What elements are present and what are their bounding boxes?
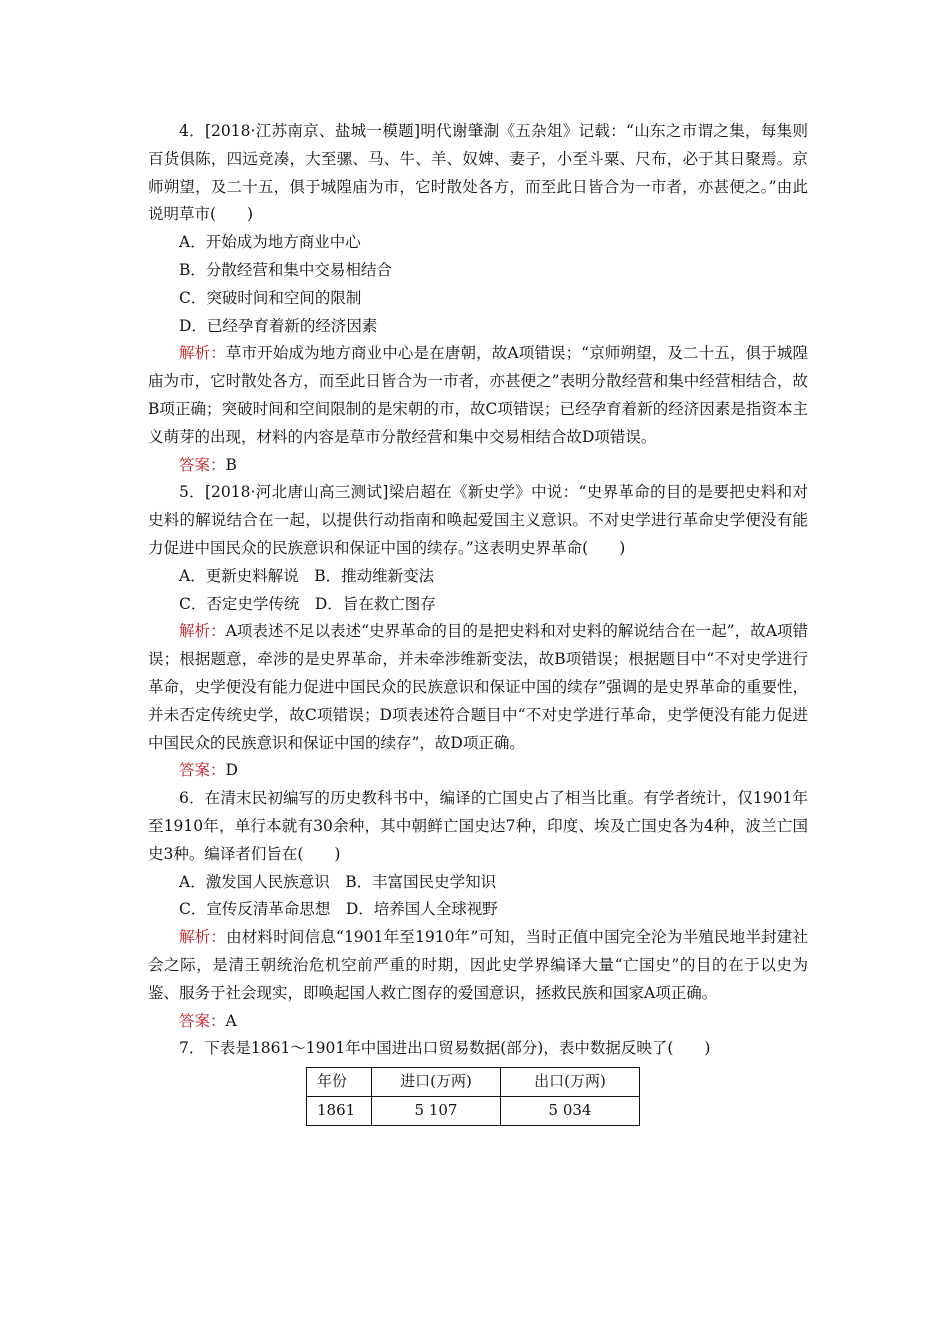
question-4-option-a: A．开始成为地方商业中心 xyxy=(179,233,361,252)
question-5-options-ab: A．更新史料解说 B．推动维新变法 xyxy=(179,566,435,585)
table-row xyxy=(307,1097,640,1126)
analysis-text: 草市开始成为地方商业中心是在唐朝，故A项错误；“京师朔望，及二十五，俱于城隍庙为市，它时散处各方，而至此日皆合为一市者，亦甚便之”表明分散经营和集中经营相结合，故B项正确；突破时间和空间限制的是宋朝的市，故C项错误；已经孕育着新的经济因素是指资本主义萌芽的出现，材料的内容是草市分散经营和集中交易相结合故D项错误。 xyxy=(148,344,808,446)
analysis-label: 解析： xyxy=(179,344,226,363)
table-header-row xyxy=(307,1068,640,1097)
table-header-export: 出口(万两) xyxy=(501,1068,640,1097)
table-cell-year: 1861 xyxy=(307,1097,372,1126)
question-4-stem: 4．[2018·江苏南京、盐城一模题]明代谢肇淛《五杂俎》记载：“山东之市谓之集，每集则百货俱陈，四远竞凑，大至骡、马、牛、羊、奴婢、妻子，小至斗粟、尺布，必于其日聚焉。京师朔望，及二十五，俱于城隍庙为市，它时散处各方，而至此日皆合为一市者，亦甚便之。”由此说明草市( ) xyxy=(148,122,808,224)
answer-label: 答案： xyxy=(179,455,226,474)
question-4-option-d: D．已经孕育着新的经济因素 xyxy=(179,316,378,335)
question-5-options-cd: C．否定史学传统 D．旨在救亡图存 xyxy=(179,594,436,613)
question-6-stem: 6．在清末民初编写的历史教科书中，编译的亡国史占了相当比重。有学者统计，仅1901年至1910年，单行本就有30余种，其中朝鲜亡国史达7种，印度、埃及亡国史各为4种，波兰亡国史3种。编译者们旨在( ) xyxy=(148,789,808,863)
answer-label: 答案： xyxy=(179,761,226,780)
answer-label: 答案： xyxy=(179,1011,226,1030)
question-5-stem: 5．[2018·河北唐山高三测试]梁启超在《新史学》中说：“史界革命的目的是要把史料和对史料的解说结合在一起，以提供行动指南和唤起爱国主义意识。不对史学进行革命史学便没有能力促进中国民众的民族意识和保证中国的续存。”这表明史界革命( ) xyxy=(148,483,808,557)
answer-value: D xyxy=(225,761,238,780)
question-7-stem: 7．下表是1861～1901年中国进出口贸易数据(部分)，表中数据反映了( ) xyxy=(179,1039,711,1058)
question-4-option-c: C．突破时间和空间的限制 xyxy=(179,288,362,307)
analysis-text: 由材料时间信息“1901年至1910年”可知，当时正值中国完全沦为半殖民地半封建社会之际，是清王朝统治危机空前严重的时期，因此史学界编译大量“亡国史”的目的在于以史为鉴、服务于社会现实，即唤起国人救亡图存的爱国意识，拯救民族和国家A项正确。 xyxy=(148,928,808,1002)
question-5-answer xyxy=(148,757,808,785)
table-cell-export: 5 034 xyxy=(501,1097,640,1126)
question-6-analysis xyxy=(148,924,808,1007)
trade-data-table xyxy=(306,1067,640,1126)
analysis-text: A项表述不足以表述“史界革命的目的是把史料和对史料的解说结合在一起”，故A项错误；根据题意，牵涉的是史界革命，并未牵涉维新变法，故B项错误；根据题目中“不对史学进行革命，史学便没有能力促进中国民众的民族意识和保证中国的续存”强调的是史界革命的重要性，并未否定传统史学，故C项错误；D项表述符合题目中“不对史学进行革命，史学便没有能力促进中国民众的民族意识和保证中国的续存”，故D项正确。 xyxy=(148,622,808,752)
table-header-import: 进口(万两) xyxy=(372,1068,501,1097)
question-6-options-cd: C．宣传反清革命思想 D．培养国人全球视野 xyxy=(179,900,498,919)
question-4-analysis xyxy=(148,340,808,451)
table-cell-import: 5 107 xyxy=(372,1097,501,1126)
question-6-answer xyxy=(148,1008,808,1036)
analysis-label: 解析： xyxy=(179,928,227,947)
question-6-options-ab: A．激发国人民族意识 B．丰富国民史学知识 xyxy=(179,872,497,891)
question-4-answer xyxy=(148,452,808,480)
question-4-option-b: B．分散经营和集中交易相结合 xyxy=(179,260,392,279)
answer-value: A xyxy=(225,1011,237,1030)
answer-value: B xyxy=(225,455,237,474)
document-page xyxy=(148,118,808,1126)
analysis-label: 解析： xyxy=(179,622,226,641)
table-header-year: 年份 xyxy=(307,1068,372,1097)
question-5-analysis xyxy=(148,618,808,757)
